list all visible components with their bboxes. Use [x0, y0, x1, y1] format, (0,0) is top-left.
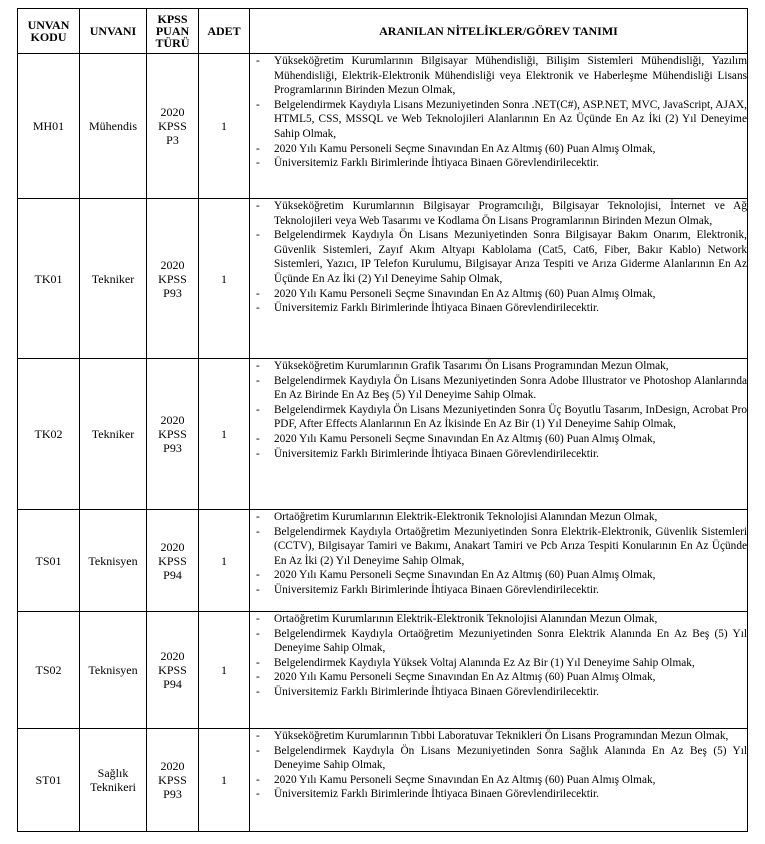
- requirement-item: - Üniversitemiz Farklı Birimlerinde İhtiyaca Binaen Görevlendirilecektir.: [250, 301, 747, 316]
- requirements-list: [250, 729, 747, 802]
- position-code: ST01: [18, 729, 80, 832]
- table-row: [18, 359, 748, 510]
- requirement-item: - 2020 Yılı Kamu Personeli Seçme Sınavından En Az Altmış (60) Puan Almış Olmak,: [250, 142, 747, 157]
- kpss-type: P93: [163, 441, 182, 455]
- position-code: MH01: [18, 54, 80, 199]
- requirement-item: - Yükseköğretim Kurumlarının Bilgisayar Mühendisliği, Bilişim Sistemleri Mühendisliği, Yazılım Mühendisliği, Elektrik-Elektronik Mühendisliği veya Elektronik ve Haberleşme Mühendisliği Lisans Programlarının Birinden Mezun Olmak,: [250, 54, 747, 98]
- position-code: TS01: [18, 510, 80, 612]
- requirements-cell: [250, 54, 748, 199]
- requirement-item: - Ortaöğretim Kurumlarının Elektrik-Elektronik Teknolojisi Alanından Mezun Olmak,: [250, 510, 747, 525]
- requirement-item: - Üniversitemiz Farklı Birimlerinde İhtiyaca Binaen Görevlendirilecektir.: [250, 156, 747, 171]
- kpss-type: P93: [163, 787, 182, 801]
- requirements-cell: [250, 359, 748, 510]
- kpss-score-type: [147, 199, 199, 359]
- requirements-cell: [250, 612, 748, 729]
- requirement-item: - Belgelendirmek Kaydıyla Ortaöğretim Mezuniyetinden Sonra Elektrik Alanında En Az Beş (5) Yıl Deneyime Sahip Olmak,: [250, 627, 747, 656]
- position-code: TK01: [18, 199, 80, 359]
- requirement-item: - 2020 Yılı Kamu Personeli Seçme Sınavından En Az Altmış (60) Puan Almış Olmak,: [250, 670, 747, 685]
- requirements-cell: [250, 729, 748, 832]
- header-kpss: KPSS PUAN TÜRÜ: [147, 9, 199, 54]
- kpss-score-type: [147, 612, 199, 729]
- kpss-type: P94: [163, 677, 182, 691]
- kpss-year: 2020: [160, 413, 185, 427]
- table-row: [18, 54, 748, 199]
- position-title: Tekniker: [80, 359, 147, 510]
- requirement-item: - 2020 Yılı Kamu Personeli Seçme Sınavından En Az Altmış (60) Puan Almış Olmak,: [250, 568, 747, 583]
- position-title: Tekniker: [80, 199, 147, 359]
- kpss-type: P94: [163, 567, 182, 582]
- requirement-item: - Üniversitemiz Farklı Birimlerinde İhtiyaca Binaen Görevlendirilecektir.: [250, 447, 747, 462]
- requirement-item: - Belgelendirmek Kaydıyla Ön Lisans Mezuniyetinden Sonra Bilgisayar Bakım Onarım, Elektronik, Güvenlik Sistemleri, Zayıf Akım Altyapı Kablolama (Cat5, Cat6, Fiber, Bakır Kablo) Network Sistemleri, Yazıcı, IP Telefon Kurulumu, Bilgisayar Arıza Tespiti ve Arıza Giderme Alanlarının En Az Üçünde En Az İki (2) Yıl Deneyime Sahip Olmak,: [250, 228, 747, 286]
- requirement-item: - 2020 Yılı Kamu Personeli Seçme Sınavından En Az Altmış (60) Puan Almış Olmak,: [250, 432, 747, 447]
- position-title: Sağlık Teknikeri: [80, 729, 147, 832]
- requirements-cell: [250, 199, 748, 359]
- requirement-item: - Belgelendirmek Kaydıyla Ön Lisans Mezuniyetinden Sonra Adobe Illustrator ve Photoshop Alanlarında En Az Birinde En Az Beş (5) Yıl Deneyime Sahip Olmak.: [250, 374, 747, 403]
- requirement-item: - Belgelendirmek Kaydıyla Ön Lisans Mezuniyetinden Sonra Sağlık Alanında En Az Beş (5) Yıl Deneyime Sahip Olmak,: [250, 744, 747, 773]
- requirement-item: - Belgelendirmek Kaydıyla Lisans Mezuniyetinden Sonra .NET(C#), ASP.NET, MVC, JavaScript, AJAX, HTML5, CSS, MSSQL ve Web Teknolojileri Alanlarının En Az Üçünde En Az İki (2) Yıl Deneyime Sahip Olmak,: [250, 98, 747, 142]
- position-title: Mühendis: [80, 54, 147, 199]
- kpss-label: KPSS: [158, 271, 187, 286]
- kpss-year: 2020: [160, 759, 185, 773]
- requirements-list: [250, 54, 747, 171]
- requirements-cell: [250, 510, 748, 612]
- table-row: [18, 729, 748, 832]
- requirements-list: [250, 510, 747, 598]
- kpss-year: 2020: [160, 105, 185, 119]
- kpss-year: 2020: [160, 257, 185, 272]
- requirements-list: [250, 612, 747, 700]
- table-header-row: [18, 9, 748, 54]
- position-count: 1: [199, 510, 250, 612]
- requirement-item: - Yükseköğretim Kurumlarının Tıbbi Laboratuvar Teknikleri Ön Lisans Programından Mezun Olmak,: [250, 729, 747, 744]
- header-requirements: ARANILAN NİTELİKLER/GÖREV TANIMI: [250, 9, 748, 54]
- requirement-item: - Belgelendirmek Kaydıyla Ön Lisans Mezuniyetinden Sonra Üç Boyutlu Tasarım, InDesign, Acrobat Pro PDF, After Effects Alanlarının En Az İkisinde En Az Bir (1) Yıl Deneyime Sahip Olmak,: [250, 403, 747, 432]
- requirements-list: [250, 199, 747, 316]
- kpss-label: KPSS: [158, 427, 187, 441]
- position-count: 1: [199, 54, 250, 199]
- requirement-item: - 2020 Yılı Kamu Personeli Seçme Sınavından En Az Altmış (60) Puan Almış Olmak,: [250, 773, 747, 788]
- requirement-item: - Yükseköğretim Kurumlarının Grafik Tasarımı Ön Lisans Programından Mezun Olmak,: [250, 359, 747, 374]
- header-title: UNVANI: [80, 9, 147, 54]
- requirement-item: - Üniversitemiz Farklı Birimlerinde İhtiyaca Binaen Görevlendirilecektir.: [250, 787, 747, 802]
- kpss-label: KPSS: [158, 663, 187, 677]
- table-row: [18, 510, 748, 612]
- kpss-score-type: [147, 729, 199, 832]
- header-code: UNVAN KODU: [18, 9, 80, 54]
- kpss-type: P3: [166, 133, 179, 147]
- kpss-label: KPSS: [158, 773, 187, 787]
- position-count: 1: [199, 729, 250, 832]
- kpss-score-type: [147, 54, 199, 199]
- requirement-item: - Belgelendirmek Kaydıyla Yüksek Voltaj Alanında Ez Az Bir (1) Yıl Deneyime Sahip Olmak,: [250, 656, 747, 671]
- header-count: ADET: [199, 9, 250, 54]
- requirement-item: - 2020 Yılı Kamu Personeli Seçme Sınavından En Az Altmış (60) Puan Almış Olmak,: [250, 287, 747, 302]
- table-row: [18, 199, 748, 359]
- kpss-year: 2020: [160, 539, 185, 554]
- position-code: TS02: [18, 612, 80, 729]
- kpss-score-type: [147, 359, 199, 510]
- table-row: [18, 612, 748, 729]
- kpss-type: P93: [163, 285, 182, 300]
- requirement-item: - Yükseköğretim Kurumlarının Bilgisayar Programcılığı, Bilgisayar Teknolojisi, İnternet ve Ağ Teknolojileri veya Web Tasarımı ve Kodlama Ön Lisans Programlarının Birinden Mezun Olmak,: [250, 199, 747, 228]
- position-count: 1: [199, 199, 250, 359]
- requirements-list: [250, 359, 747, 461]
- requirement-item: - Ortaöğretim Kurumlarının Elektrik-Elektronik Teknolojisi Alanından Mezun Olmak,: [250, 612, 747, 627]
- job-positions-table: [17, 8, 748, 832]
- requirement-item: - Belgelendirmek Kaydıyla Ortaöğretim Mezuniyetinden Sonra Elektrik-Elektronik, Güvenlik Sistemleri (CCTV), Bilgisayar Tamiri ve Bakımı, Anakart Tamiri ve Pcb Arıza Tespiti Konularının En Az Üçünde En Az İki (2) Yıl Deneyime Sahip Olmak,: [250, 525, 747, 569]
- position-title: Teknisyen: [80, 612, 147, 729]
- position-count: 1: [199, 359, 250, 510]
- requirement-item: - Üniversitemiz Farklı Birimlerinde İhtiyaca Binaen Görevlendirilecektir.: [250, 583, 747, 598]
- kpss-label: KPSS: [158, 119, 187, 133]
- kpss-label: KPSS: [158, 553, 187, 568]
- kpss-year: 2020: [160, 649, 185, 663]
- position-title: Teknisyen: [80, 510, 147, 612]
- position-count: 1: [199, 612, 250, 729]
- requirement-item: - Üniversitemiz Farklı Birimlerinde İhtiyaca Binaen Görevlendirilecektir.: [250, 685, 747, 700]
- position-code: TK02: [18, 359, 80, 510]
- kpss-score-type: [147, 510, 199, 612]
